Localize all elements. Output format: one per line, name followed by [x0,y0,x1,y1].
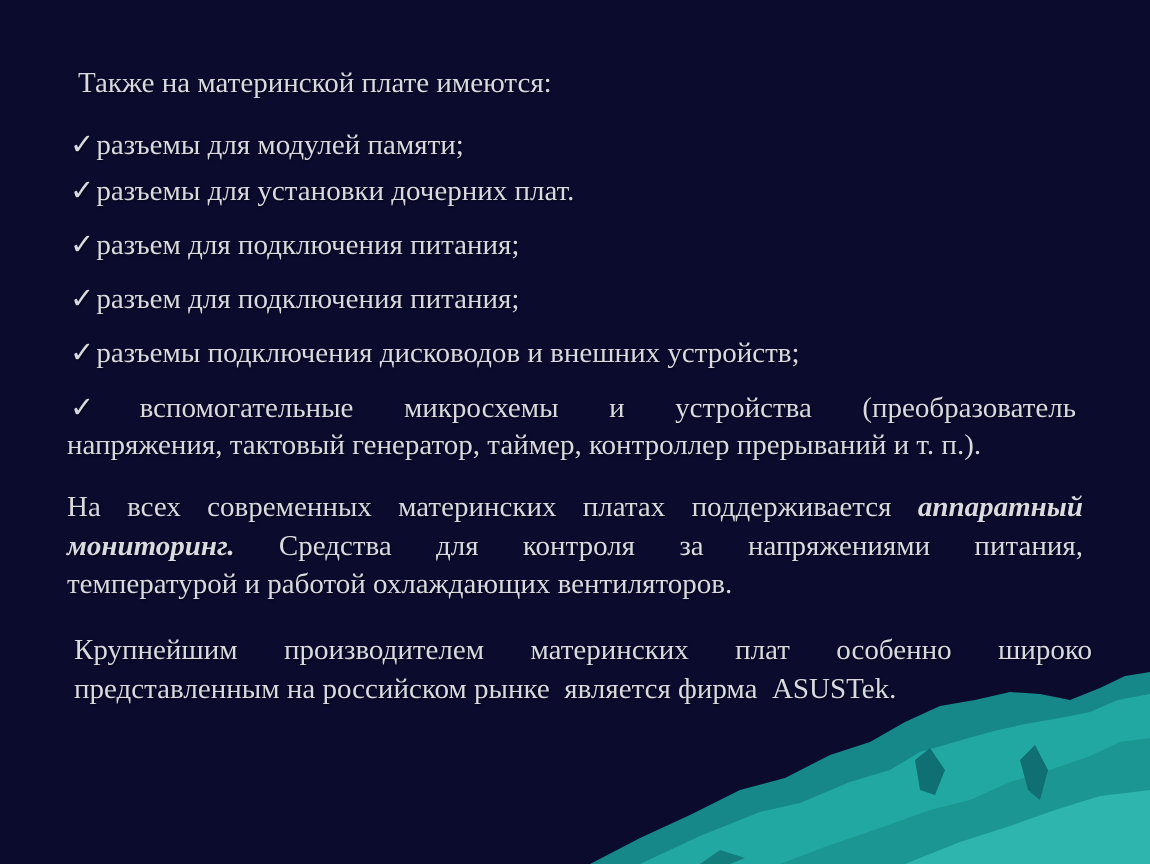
bullet-power-connector-2 [70,282,519,316]
check-icon: ✓ [70,337,95,369]
manufacturer-line1: Крупнейшим производителем материнских плат особенно широко [74,634,1092,666]
bullet-drives [70,336,800,370]
monitoring-emphasis: аппаратный [917,491,1084,523]
monitoring-emphasis: мониторинг. [67,530,235,562]
bullet-text: разъемы подключения дисководов и внешних устройств; [96,337,800,369]
check-icon: ✓ [70,175,95,207]
monitoring-line2 [67,529,1083,563]
check-icon: ✓ [70,283,95,315]
monitoring-text: На всех современных материнских платах поддерживается [67,491,892,523]
bullet-text: разъем для подключения питания; [96,283,520,315]
monitoring-line3: температурой и работой охлаждающих вентиляторов. [67,568,733,600]
bullet-daughter-boards [70,174,574,208]
bullet-auxiliary-chips-line1 [70,391,1076,425]
check-icon: ✓ [70,392,138,424]
bullet-text: разъемы для модулей памяти; [96,129,464,161]
bullet-auxiliary-chips-line2: напряжения, тактовый генератор, таймер, контроллер прерываний и т. п.). [67,429,982,461]
bullet-text: вспомогательные микросхемы и устройства (преобразователь [139,392,1076,424]
bullet-text: разъем для подключения питания; [96,229,520,261]
manufacturer-line2: представленным на российском рынке является фирма ASUSTek. [74,673,897,705]
monitoring-text: Средства для контроля за напряжениями питания, [278,530,1084,562]
intro-line: Также на материнской плате имеются: [78,67,552,99]
bullet-text: разъемы для установки дочерних плат. [96,175,575,207]
monitoring-line1 [67,490,1083,524]
bullet-power-connector-1 [70,228,519,262]
check-icon: ✓ [70,229,95,261]
bullet-memory-slots [70,128,464,162]
check-icon: ✓ [70,129,95,161]
